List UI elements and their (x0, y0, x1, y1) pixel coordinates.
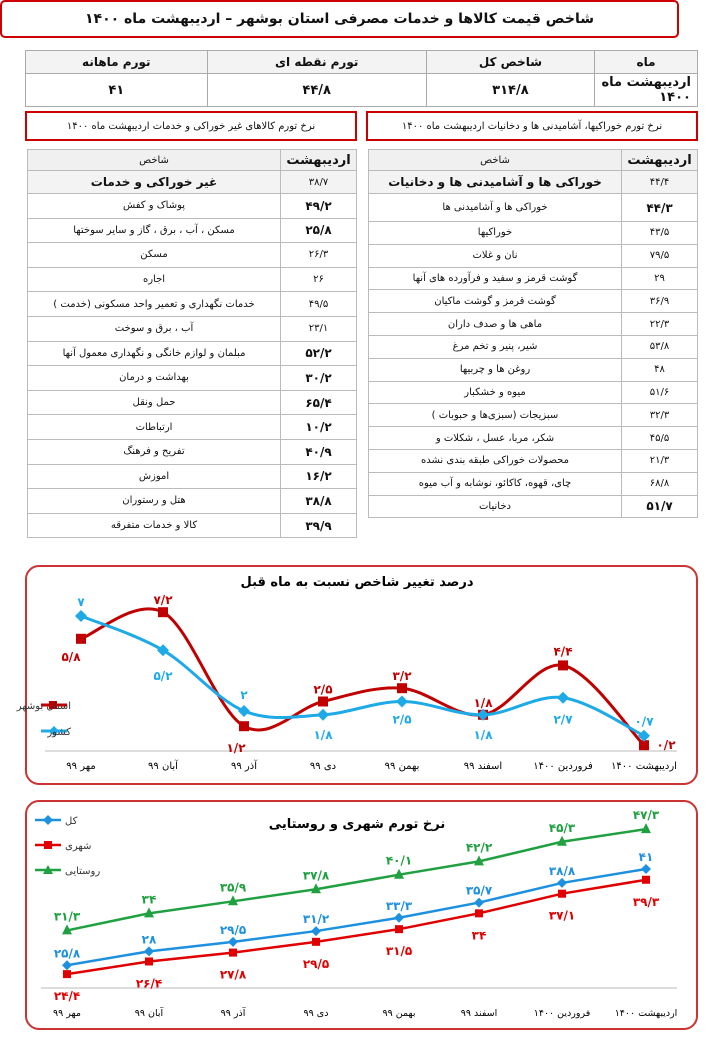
data-label: ۲۹/۵ (219, 922, 247, 937)
data-label: ۳۸/۸ (548, 863, 576, 878)
food-table-row (369, 290, 698, 313)
data-label: ۳۹/۳ (632, 894, 660, 909)
nonfood-table-row (28, 415, 357, 440)
legend-marker (43, 815, 53, 825)
food-row-value: ۳۶/۹ (622, 290, 698, 313)
nonfood-row-label: پوشاک و کفش (28, 194, 281, 219)
nonfood-table-row (28, 513, 357, 538)
nonfood-table-row (28, 218, 357, 243)
nonfood-row-value: ۲۶/۳ (281, 243, 357, 268)
nonfood-row-label: مبلمان و لوازم خانگی و نگهداری معمول آنها (28, 341, 281, 366)
nonfood-row-value: ۵۲/۲ (281, 341, 357, 366)
nonfood-row-label: کالا و خدمات متفرقه (28, 513, 281, 538)
x-tick-label: آذر ۹۹ (220, 1008, 246, 1019)
series-marker (557, 878, 567, 888)
legend-label: شهری (65, 841, 92, 852)
food-row-label: ماهی ها و صدف داران (369, 313, 622, 336)
nonfood-row-value: ۴۹/۵ (281, 292, 357, 317)
nonfood-table-row (28, 390, 357, 415)
data-label: ۳۵/۷ (465, 883, 493, 898)
summary-header-total-index: شاخص کل (426, 51, 594, 74)
data-label: ۰/۲ (656, 738, 676, 753)
food-row-value: ۴۴/۳ (622, 194, 698, 222)
summary-monthly-inflation: ۴۱ (26, 74, 208, 107)
food-row-label: چای، قهوه، کاکائو، نوشابه و آب میوه (369, 472, 622, 495)
x-tick-label: فروردین ۱۴۰۰ (533, 1008, 591, 1019)
nonfood-table-row (28, 316, 357, 341)
summary-header-month: ماه (595, 51, 698, 74)
summary-header-point-inflation: تورم نقطه ای (207, 51, 426, 74)
nonfood-row-value: ۳۰/۲ (281, 366, 357, 391)
series-marker (75, 610, 87, 622)
nonfood-table-row (28, 341, 357, 366)
nonfood-table-row (28, 464, 357, 489)
series-marker (228, 937, 238, 947)
nonfood-row-value: ۲۳/۱ (281, 316, 357, 341)
data-label: ۳۱/۲ (302, 912, 330, 927)
nonfood-row-label: مسکن (28, 243, 281, 268)
data-label: ۳۵/۹ (219, 880, 247, 895)
series-marker (311, 926, 321, 936)
nonfood-row-label: تفریح و فرهنگ (28, 439, 281, 464)
nonfood-row-value: ۳۸/۸ (281, 489, 357, 514)
series-marker (641, 864, 651, 874)
data-label: ۰/۷ (634, 714, 654, 729)
food-col-month: اردیبهشت (622, 150, 698, 171)
data-label: ۱/۸ (473, 695, 493, 710)
data-label: ۳۱/۵ (385, 944, 413, 959)
food-table-row (369, 244, 698, 267)
series-marker (641, 823, 651, 833)
data-label: ۳/۲ (392, 669, 412, 684)
series-marker (642, 876, 650, 884)
summary-total-index: ۳۱۴/۸ (426, 74, 594, 107)
food-table-row (369, 381, 698, 404)
series-marker (312, 938, 320, 946)
data-label: ۲/۵ (313, 682, 333, 697)
nonfood-table-row (28, 292, 357, 317)
food-row-value: ۲۲/۳ (622, 313, 698, 336)
nonfood-row-label: ارتباطات (28, 415, 281, 440)
series-marker (475, 909, 483, 917)
x-tick-label: اسفند ۹۹ (460, 1008, 498, 1019)
data-label: ۲/۷ (553, 712, 573, 727)
food-table-row (369, 472, 698, 495)
data-label: ۲۸ (141, 932, 157, 947)
series-marker (558, 660, 568, 670)
urban-rural-chart-svg (27, 802, 696, 1028)
food-row-label: میوه و خشکبار (369, 381, 622, 404)
data-label: ۲/۵ (392, 712, 412, 727)
x-tick-label: دی ۹۹ (309, 761, 337, 772)
nonfood-row-value: ۴۰/۹ (281, 439, 357, 464)
summary-point-inflation: ۴۴/۸ (207, 74, 426, 107)
series-marker (76, 634, 86, 644)
x-tick-label: مهر ۹۹ (53, 1008, 81, 1019)
food-table-row (369, 495, 698, 518)
series-marker (474, 898, 484, 908)
data-label: ۲۷/۸ (219, 967, 247, 982)
data-label: ۳۷/۱ (548, 908, 576, 923)
series-marker (396, 696, 408, 708)
x-tick-label: مهر ۹۹ (66, 761, 96, 772)
data-label: ۳۳/۳ (385, 898, 413, 913)
data-label: ۵/۸ (61, 649, 81, 664)
food-table-row (369, 449, 698, 472)
series-marker (318, 697, 328, 707)
urban-rural-chart (25, 800, 698, 1030)
series-marker (62, 960, 72, 970)
data-label: ۱/۸ (313, 727, 333, 742)
food-row-value: ۵۱/۶ (622, 381, 698, 404)
nonfood-row-label: هتل و رستوران (28, 489, 281, 514)
data-label: ۱/۲ (226, 741, 246, 756)
data-label: ۲۹/۵ (302, 956, 330, 971)
food-table-row (369, 335, 698, 358)
summary-header-monthly-inflation: تورم ماهانه (26, 51, 208, 74)
food-table-row (369, 267, 698, 290)
data-label: ۲۶/۴ (135, 976, 163, 991)
nonfood-row-label: بهداشت و درمان (28, 366, 281, 391)
series-marker (239, 721, 249, 731)
food-table-row (369, 404, 698, 427)
food-row-label: شکر، مربا، عسل ، شکلات و (369, 427, 622, 450)
x-tick-label: اسفند ۹۹ (463, 761, 503, 772)
nonfood-table-title: نرخ تورم کالاهای غیر خوراکی و خدمات اردیبهشت ماه ۱۴۰۰ (25, 111, 357, 141)
data-label: ۲ (240, 688, 248, 702)
food-row-label: روغن ها و چربیها (369, 358, 622, 381)
series-marker (229, 949, 237, 957)
monthly-change-chart (16, 565, 698, 785)
food-col-index: شاخص (369, 150, 622, 171)
legend-marker (44, 841, 52, 849)
nonfood-table-row (28, 243, 357, 268)
data-label: ۵/۲ (153, 669, 173, 684)
nonfood-row-label: حمل ونقل (28, 390, 281, 415)
series-marker (557, 692, 569, 704)
food-row-label: خوراکیها (369, 222, 622, 245)
series-marker (639, 740, 649, 750)
food-row-label: گوشت قرمز و گوشت ماکیان (369, 290, 622, 313)
food-category-label: خوراکی ها و آشامیدنی ها و دخانیات (369, 171, 622, 194)
nonfood-row-value: ۶۵/۴ (281, 390, 357, 415)
data-label: ۴۰/۱ (385, 853, 413, 868)
food-table-row (369, 358, 698, 381)
nonfood-inflation-table (27, 149, 357, 538)
food-row-value: ۴۸ (622, 358, 698, 381)
nonfood-row-value: ۲۶ (281, 267, 357, 292)
nonfood-table-row (28, 194, 357, 219)
x-tick-label: اردیبهشت ۱۴۰۰ (614, 1008, 678, 1019)
data-label: ۳۴ (141, 892, 157, 907)
series-marker (145, 957, 153, 965)
summary-table (25, 50, 698, 107)
data-label: ۳۷/۸ (302, 868, 330, 883)
nonfood-table-row (28, 439, 357, 464)
nonfood-row-value: ۳۹/۹ (281, 513, 357, 538)
nonfood-table-row (28, 366, 357, 391)
data-label: ۲۴/۴ (53, 989, 81, 1004)
x-tick-label: آبان ۹۹ (134, 1008, 164, 1019)
food-table-row (369, 427, 698, 450)
nonfood-row-value: ۲۵/۸ (281, 218, 357, 243)
nonfood-row-label: خدمات نگهداری و تعمیر واحد مسکونی (خدمت ) (28, 292, 281, 317)
data-label: ۴۲/۲ (465, 840, 493, 855)
food-table-row (369, 222, 698, 245)
series-marker (238, 705, 250, 717)
data-label: ۳۴ (471, 928, 487, 943)
food-row-value: ۶۸/۸ (622, 472, 698, 495)
x-tick-label: آذر ۹۹ (231, 761, 257, 772)
nonfood-row-value: ۴۹/۲ (281, 194, 357, 219)
nonfood-row-value: ۱۰/۲ (281, 415, 357, 440)
nonfood-row-label: مسکن ، آب ، برق ، گاز و سایر سوختها (28, 218, 281, 243)
legend-label: کل (65, 816, 78, 827)
x-tick-label: بهمن ۹۹ (384, 761, 420, 772)
data-label: ۴۱ (638, 850, 654, 864)
data-label: ۴۵/۳ (548, 820, 576, 835)
food-row-value: ۴۳/۵ (622, 222, 698, 245)
food-table-title: نرخ تورم خوراکیها، آشامیدنی ها و دخانیات اردیبهشت ماه ۱۴۰۰ (366, 111, 698, 141)
nonfood-col-index: شاخص (28, 150, 281, 171)
chart-title: نرخ تورم شهری و روستایی (268, 817, 446, 832)
page-title: شاخص قیمت کالاها و خدمات مصرفی استان بوشهر – اردیبهشت ماه ۱۴۰۰ (0, 0, 679, 38)
food-table-row (369, 194, 698, 222)
food-row-label: شیر، پنیر و تخم مرغ (369, 335, 622, 358)
nonfood-table-row (28, 267, 357, 292)
food-inflation-table (368, 149, 698, 518)
series-marker (394, 913, 404, 923)
series-marker (558, 890, 566, 898)
food-row-label: سبزیجات (سبزی‌ها و حبوبات ) (369, 404, 622, 427)
series-marker (317, 709, 329, 721)
series-marker (144, 946, 154, 956)
x-tick-label: فروردین ۱۴۰۰ (533, 761, 593, 772)
food-row-value: ۳۲/۳ (622, 404, 698, 427)
data-label: ۴۷/۳ (632, 808, 660, 823)
nonfood-row-label: آب ، برق و سوخت (28, 316, 281, 341)
nonfood-table-row (28, 489, 357, 514)
food-table-row (369, 313, 698, 336)
food-category-value: ۴۴/۴ (622, 171, 698, 194)
food-row-value: ۲۹ (622, 267, 698, 290)
food-row-value: ۷۹/۵ (622, 244, 698, 267)
legend-label: استان بوشهر (16, 701, 71, 712)
legend-label: روستایی (65, 866, 101, 877)
food-row-label: دخانیات (369, 495, 622, 518)
nonfood-row-value: ۱۶/۲ (281, 464, 357, 489)
x-tick-label: بهمن ۹۹ (382, 1008, 416, 1019)
nonfood-row-label: اموزش (28, 464, 281, 489)
summary-month: اردیبهشت ماه ۱۴۰۰ (595, 74, 698, 107)
food-row-value: ۴۵/۵ (622, 427, 698, 450)
food-row-label: خوراکی ها و آشامیدنی ها (369, 194, 622, 222)
monthly-change-chart-svg (16, 567, 696, 783)
series-marker (395, 925, 403, 933)
series-marker (158, 607, 168, 617)
x-tick-label: اردیبهشت ۱۴۰۰ (611, 761, 677, 772)
food-row-label: محصولات خوراکی طبقه بندی نشده (369, 449, 622, 472)
nonfood-col-month: اردیبهشت (281, 150, 357, 171)
food-row-label: نان و غلات (369, 244, 622, 267)
data-label: ۳۱/۳ (53, 909, 81, 924)
x-tick-label: آبان ۹۹ (148, 761, 178, 772)
data-label: ۲۵/۸ (53, 946, 81, 961)
data-label: ۷ (77, 595, 85, 609)
food-row-label: گوشت قرمز و سفید و فرآورده های آنها (369, 267, 622, 290)
food-row-value: ۵۱/۷ (622, 495, 698, 518)
chart-title: درصد تغییر شاخص نسبت به ماه قبل (240, 575, 474, 590)
nonfood-row-label: اجاره (28, 267, 281, 292)
food-row-value: ۵۳/۸ (622, 335, 698, 358)
nonfood-category-label: غیر خوراکی و خدمات (28, 171, 281, 194)
legend-label: کشور (47, 727, 71, 738)
data-label: ۷/۲ (153, 593, 173, 608)
series-marker (63, 970, 71, 978)
series-marker (397, 683, 407, 693)
nonfood-category-value: ۳۸/۷ (281, 171, 357, 194)
food-row-value: ۲۱/۳ (622, 449, 698, 472)
x-tick-label: دی ۹۹ (303, 1008, 329, 1019)
data-label: ۱/۸ (473, 727, 493, 742)
data-label: ۴/۴ (553, 644, 573, 659)
